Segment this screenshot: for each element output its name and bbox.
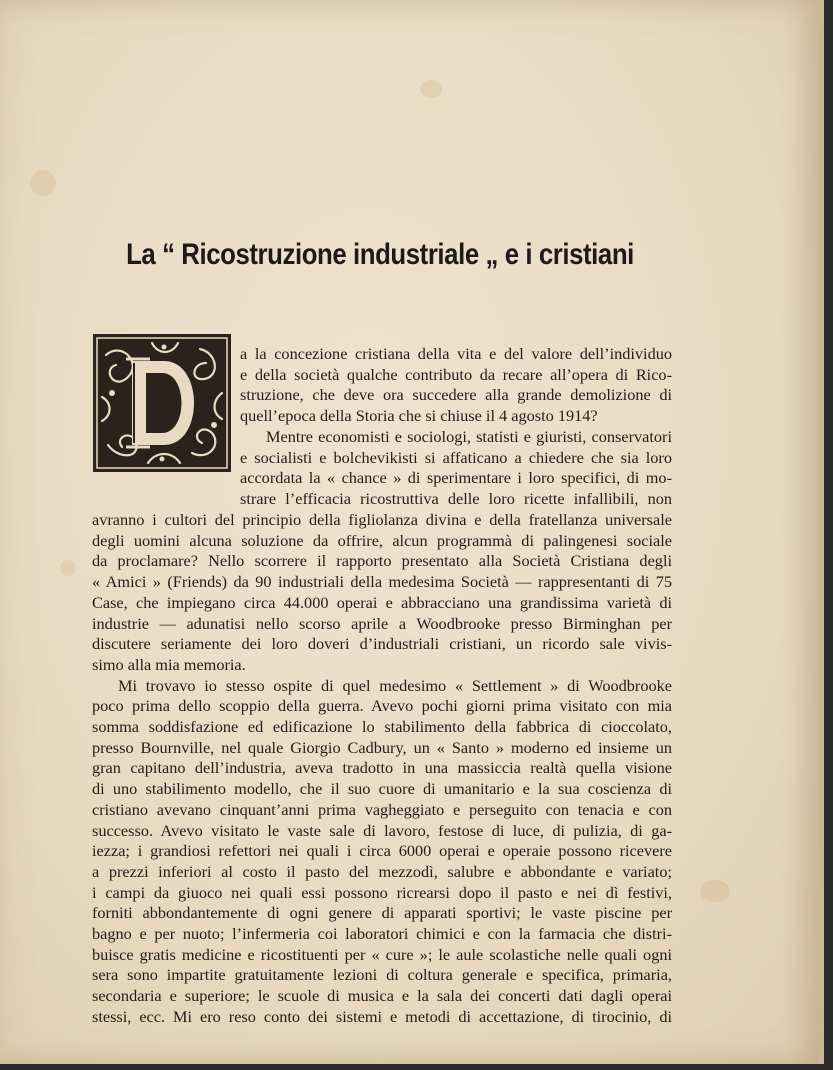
text-line: discutere seriamente dei loro doveri d’industriali cristiani, un ricordo sale vivis- [92, 634, 672, 654]
text-line: gran capitano dell’industria, aveva tradotto in una massiccia realtà quella visione [92, 758, 672, 778]
text-line: successo. Avevo visitato le vaste sale di lavoro, festose di luce, di pulizia, di ga- [92, 820, 672, 840]
page-title: La “ Ricostruzione industriale „ e i cristiani [126, 238, 634, 272]
text-line: di uno stabilimento modello, che il suo cuore di umanitario e la sua coscienza di [92, 779, 672, 799]
text-line: presso Bournville, nel quale Giorgio Cadbury, un « Santo » moderno ed insieme un [92, 737, 672, 757]
text-line: Mentre economisti e sociologi, statisti e giuristi, conservatori [266, 426, 672, 446]
text-line: e socialisti e bolchevikisti si affaticano a chiedere che sia loro [240, 447, 672, 467]
text-line: cristiano avevano cinquant’anni prima vagheggiato e perseguito con tenacia e con [92, 799, 672, 819]
text-line: a prezzi inferiori al costo il pasto del mezzodì, salubre e abbondante e variato; [92, 861, 672, 881]
ornamental-drop-cap [92, 333, 232, 473]
text-line: industrie — adunatisi nello scorso aprile a Woodbrooke presso Birminghan per [92, 613, 672, 633]
text-line: Case, che impiegano circa 44.000 operai e abbracciano una grandissima varietà di [92, 592, 672, 612]
text-line: a la concezione cristiana della vita e del valore dell’individuo [240, 344, 672, 363]
paper-stain [60, 560, 76, 576]
text-line: Mi trovavo io stesso ospite di quel medesimo « Settlement » di Woodbrooke [118, 675, 672, 695]
text-line: da proclamare? Nello scorrere il rapporto presentato alla Società Cristiana degli [92, 551, 672, 571]
text-line: struzione, che deve ora succedere alla grande demolizione di [240, 385, 672, 405]
text-line: forniti abbondantemente di ogni genere di apparati sportivi; le vaste piscine per [92, 903, 672, 923]
text-line: secondaria e superiore; le scuole di musica e la sala dei concerti dati dagli operai [92, 986, 672, 1006]
intro-paragraph [240, 344, 672, 510]
text-line: poco prima dello scoppio della guerra. Avevo pochi giorni prima visitato con mia [92, 696, 672, 716]
text-line: avranno i cultori del principio della figliolanza divina e della fratellanza universale [92, 510, 672, 529]
text-line: simo alla mia memoria. [92, 654, 246, 674]
body-text [92, 510, 672, 1028]
text-line: buisce gratis medicine e ricostituenti per « cure »; le aule scolastiche nelle quali ogni [92, 944, 672, 964]
paper-stain [700, 880, 730, 902]
text-line: somma soddisfazione ed edificazione lo stabilimento della fabbrica di cioccolato, [92, 717, 672, 737]
text-line: « Amici » (Friends) da 90 industriali della medesima Società — rappresentanti di 75 [92, 572, 672, 592]
text-line: degli uomini alcuna soluzione da offrire, alcun programmà di palingenesi sociale [92, 530, 672, 550]
text-line: strare l’efficacia ricostruttiva delle loro ricette infallibili, non [240, 488, 672, 508]
text-line: stessi, ecc. Mi ero reso conto dei sistemi e metodi di accettazione, di tirocinio, di [92, 1006, 672, 1026]
text-line: quell’epoca della Storia che si chiuse il 4 agosto 1914? [240, 406, 598, 426]
text-line: e della società qualche contributo da recare all’opera di Rico- [240, 364, 672, 384]
text-line: i campi da giuoco nei quali essi possono ricrearsi dopo il pasto e nei dì festivi, [92, 882, 672, 902]
text-line: accordata la « chance » di sperimentare i loro specifici, di mo- [240, 468, 672, 488]
text-line: sera sono impartite gratuitamente lezioni di coltura generale e specifica, primaria, [92, 965, 672, 985]
paper-stain [30, 170, 56, 196]
text-line: iezza; i grandiosi refettori nei quali i circa 6000 operai e operaie possono ricevere [92, 841, 672, 861]
paper-stain [420, 80, 442, 98]
text-line: bagno e per nuoto; l’infermeria coi laboratori chimici e con la farmacia che distri- [92, 924, 672, 944]
